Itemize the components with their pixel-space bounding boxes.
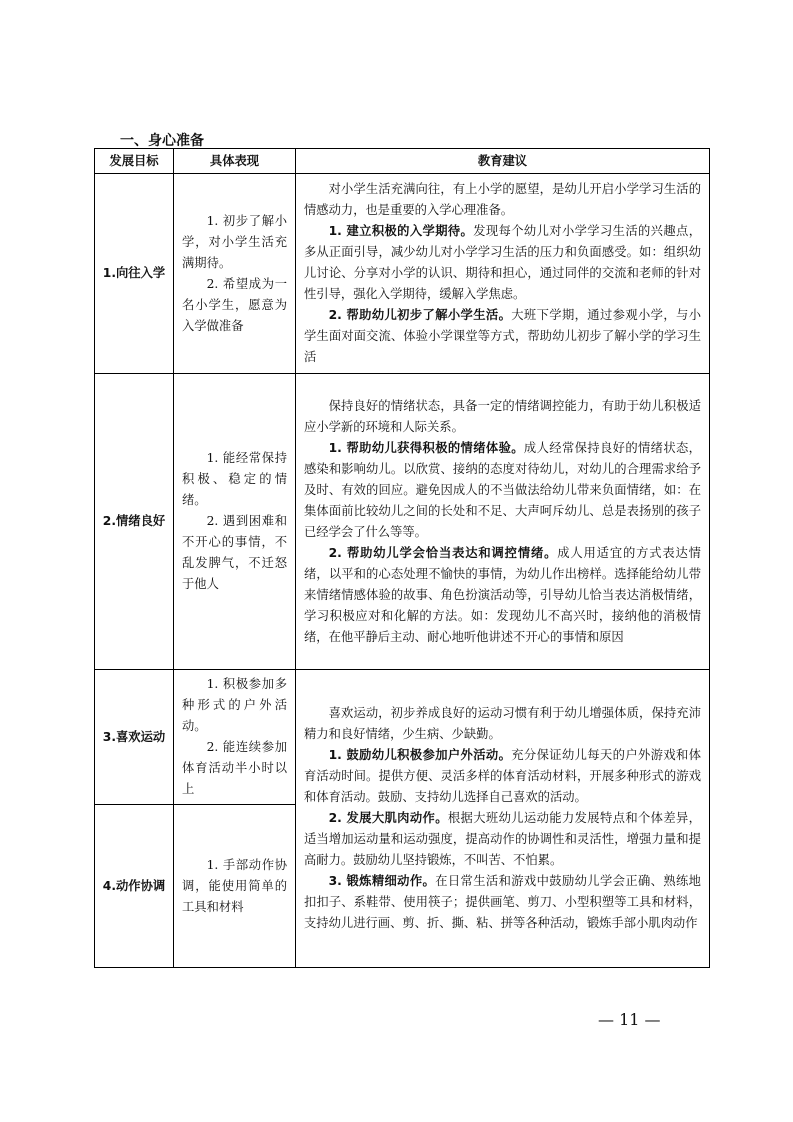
advice-item — [304, 438, 701, 543]
goal-cell: 4.动作协调 — [95, 805, 174, 968]
page-number: — 11 — — [598, 1010, 661, 1029]
advice-item — [304, 305, 701, 368]
advice-item-text: 大班下学期，通过参观小学，与小学生面对面交流、体验小学课堂等方式，帮助幼儿初步了解小学的学习生活 — [304, 308, 701, 364]
advice-cell — [296, 174, 710, 374]
advice-intro: 喜欢运动，初步养成良好的运动习惯有利于幼儿增强体质，保持充沛精力和良好情绪，少生病、少缺勤。 — [304, 706, 701, 741]
table-row — [95, 670, 710, 805]
performance-item: 2. 希望成为一名小学生，愿意为入学做准备 — [182, 276, 287, 333]
advice-item-text: 充分保证幼儿每天的户外游戏和体育活动时间。提供方便、灵活多样的体育活动材料，开展多种形式的游戏和体育活动。鼓励、支持幼儿选择自己喜欢的活动。 — [304, 748, 701, 804]
performance-cell — [174, 805, 296, 968]
advice-item — [304, 221, 701, 305]
goal-cell: 1.向往入学 — [95, 174, 174, 374]
performance-cell — [174, 670, 296, 805]
advice-item-title: 2. 发展大肌肉动作。 — [328, 811, 448, 825]
advice-item — [304, 871, 701, 934]
advice-item-title: 1. 建立积极的入学期待。 — [328, 224, 474, 238]
performance-item: 1. 能经常保持积极、稳定的情绪。 — [182, 451, 287, 507]
advice-intro: 保持良好的情绪状态，具备一定的情绪调控能力，有助于幼儿积极适应小学新的环境和人际关系。 — [304, 398, 701, 434]
advice-item-title: 1. 帮助幼儿获得积极的情绪体验。 — [328, 440, 524, 455]
table-row — [95, 174, 710, 374]
performance-item: 2. 遇到困难和不开心的事情，不乱发脾气，不迁怒于他人 — [182, 514, 287, 591]
header-performance: 具体表现 — [174, 149, 296, 174]
performance-cell — [174, 174, 296, 374]
advice-item-text: 在日常生活和游戏中鼓励幼儿学会正确、熟练地扣扣子、系鞋带、使用筷子；提供画笔、剪刀、小型积塑等工具和材料，支持幼儿进行画、剪、折、撕、粘、拼等各种活动，锻炼手部小肌肉动作 — [304, 874, 701, 930]
goal-cell: 3.喜欢运动 — [95, 670, 174, 805]
advice-item-title: 2. 帮助幼儿初步了解小学生活。 — [328, 308, 512, 322]
advice-item — [304, 543, 701, 648]
advice-cell — [296, 374, 710, 670]
advice-item-text: 根据大班幼儿运动能力发展特点和个体差异，适当增加运动量和运动强度，提高动作的协调性和灵活性，增强力量和提高耐力。鼓励幼儿坚持锻炼，不叫苦、不怕累。 — [304, 811, 701, 867]
advice-cell — [296, 670, 710, 968]
advice-item-title: 2. 帮助幼儿学会恰当表达和调控情绪。 — [328, 545, 558, 560]
performance-item: 1. 积极参加多种形式的户外活动。 — [182, 677, 287, 733]
advice-item-title: 1. 鼓励幼儿积极参加户外活动。 — [328, 748, 512, 762]
performance-cell — [174, 374, 296, 670]
header-advice: 教育建议 — [296, 149, 710, 174]
performance-item: 1. 初步了解小学，对小学生活充满期待。 — [182, 213, 287, 270]
advice-item-text: 发现每个幼儿对小学学习生活的兴趣点，多从正面引导，减少幼儿对小学学习生活的压力和负面感受。如：组织幼儿讨论、分享对小学的认识、期待和担心，通过同伴的交流和老师的针对性引导，强化入学期待，缓解入学焦虑。 — [304, 224, 701, 301]
advice-intro: 对小学生活充满向往，有上小学的愿望，是幼儿开启小学学习生活的情感动力，也是重要的入学心理准备。 — [304, 182, 701, 217]
header-goal: 发展目标 — [95, 149, 174, 174]
performance-item: 1. 手部动作协调，能使用简单的工具和材料 — [182, 857, 287, 914]
header-row — [95, 149, 710, 174]
advice-item-text: 成人用适宜的方式表达情绪，以平和的心态处理不愉快的事情，为幼儿作出榜样。选择能给幼儿带来情绪情感体验的故事、角色扮演活动等，引导幼儿恰当表达消极情绪，学习积极应对和化解的方法。如：发现幼儿不高兴时，接纳他的消极情绪，在他平静后主动、耐心地听他讲述不开心的事情和原因 — [304, 545, 701, 644]
advice-item — [304, 745, 701, 808]
table-row — [95, 374, 710, 670]
advice-item-title: 3. 锻炼精细动作。 — [328, 874, 436, 888]
advice-item-text: 成人经常保持良好的情绪状态，感染和影响幼儿。以欣赏、接纳的态度对待幼儿，对幼儿的合理需求给予及时、有效的回应。避免因成人的不当做法给幼儿带来负面情绪，如：在集体面前比较幼儿之间的长处和不足、大声呵斥幼儿、总是表扬别的孩子已经学会了什么等等。 — [304, 440, 701, 539]
performance-item: 2. 能连续参加体育活动半小时以上 — [182, 740, 287, 796]
advice-item — [304, 808, 701, 871]
goal-cell: 2.情绪良好 — [95, 374, 174, 670]
readiness-table — [94, 148, 710, 968]
section-title: 一、身心准备 — [120, 133, 204, 149]
